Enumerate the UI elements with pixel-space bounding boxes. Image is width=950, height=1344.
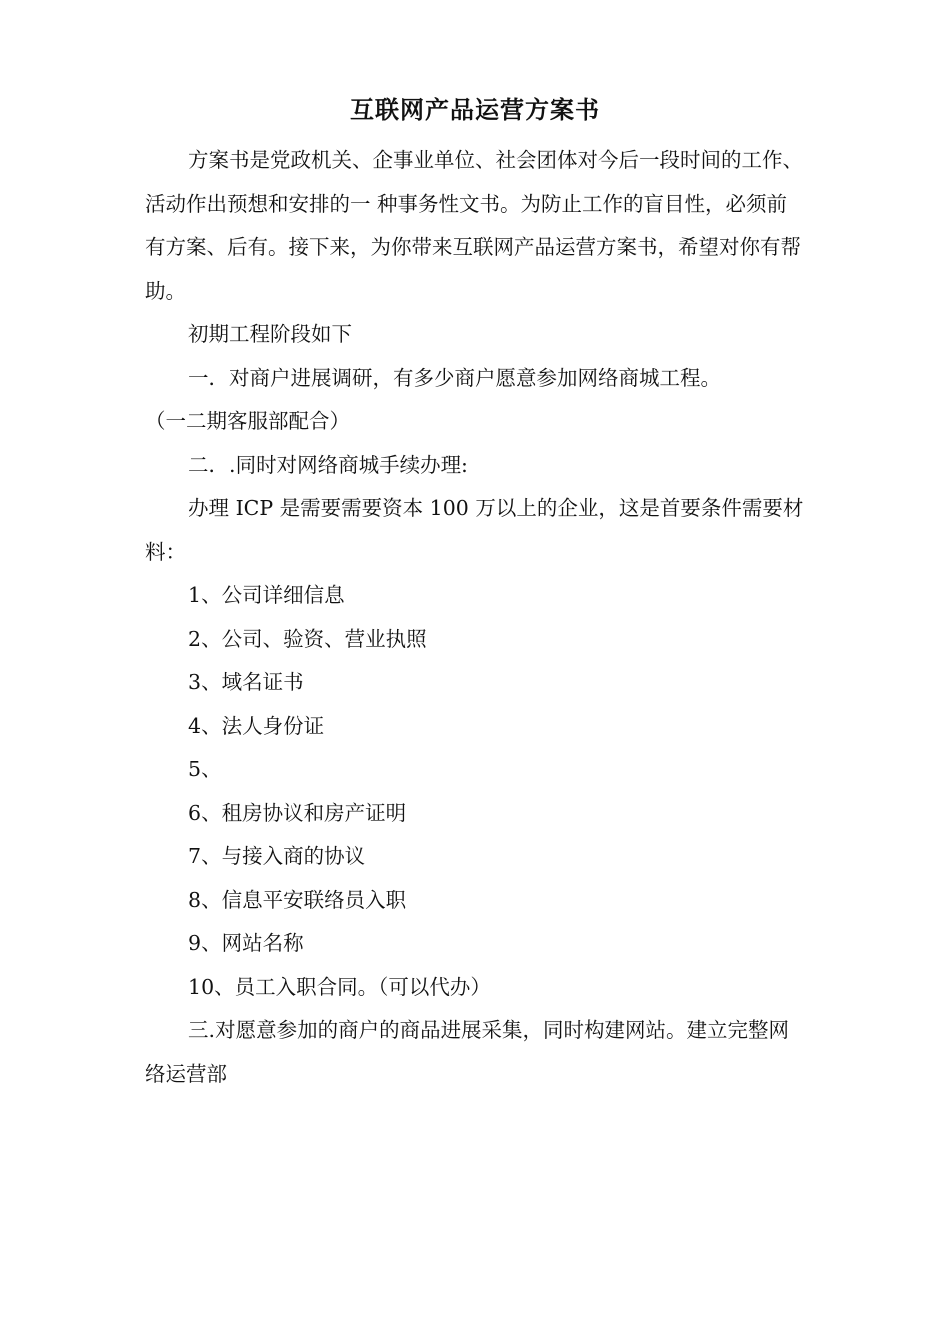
material-item: 7、与接入商的协议 [188, 844, 366, 868]
step-3: 三.对愿意参加的商户的商品进展采集，同时构建网站。建立完整网络运营部 [145, 1018, 790, 1086]
document-title: 互联网产品运营方案书 [350, 95, 600, 124]
material-item: 1、公司详细信息 [188, 583, 345, 607]
material-item: 8、信息平安联络员入职 [188, 887, 407, 912]
material-item: 3、域名证书 [188, 670, 304, 694]
intro-paragraph: 方案书是党政机关、企事业单位、社会团体对今后一段时间的工作、活动作出预想和安排的一 种事务性文书。为防止工作的盲目性，必须前有方案、后有。接下来，为你带来互联网产品运营方案书，希望对你有帮助。 [145, 148, 804, 303]
material-item: 6、租房协议和房产证明 [188, 800, 407, 825]
material-item: 2、公司、验资、营业执照 [188, 626, 427, 651]
icp-requirement: 办理 ICP 是需要需要资本 100 万以上的企业，这是首要条件需要材料： [145, 496, 804, 564]
material-item: 5、 [188, 757, 222, 781]
phase-heading: 初期工程阶段如下 [188, 322, 353, 346]
step-1-note: （一二期客服部配合） [145, 409, 350, 433]
material-item: 10、员工入职合同。（可以代办） [188, 974, 491, 999]
document-body [145, 139, 807, 1096]
step-2: 二．.同时对网络商城手续办理: [188, 452, 468, 477]
material-item: 9、网站名称 [188, 931, 304, 955]
step-1: 一．对商户进展调研，有多少商户愿意参加网络商城工程。 [188, 365, 722, 390]
material-item: 4、法人身份证 [188, 713, 325, 738]
